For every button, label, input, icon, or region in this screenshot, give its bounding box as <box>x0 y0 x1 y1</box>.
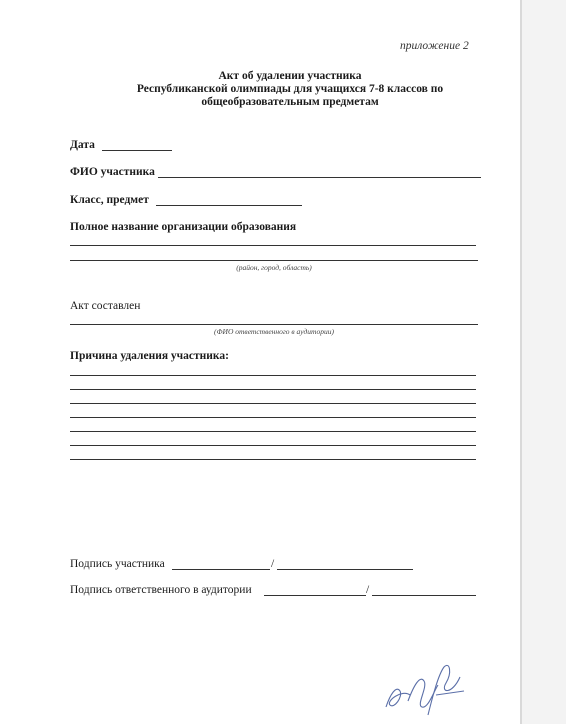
reason-line-2[interactable] <box>70 389 476 390</box>
title-line-1: Акт об удалении участника <box>218 70 362 82</box>
date-field[interactable] <box>102 150 172 151</box>
participant-name-decoding-field[interactable] <box>277 569 413 570</box>
responsible-signature-separator: / <box>366 584 370 596</box>
participant-name-label: ФИО участника <box>70 166 155 178</box>
participant-signature-field[interactable] <box>172 569 270 570</box>
reason-line-1[interactable] <box>70 375 476 376</box>
date-label: Дата <box>70 139 95 151</box>
responsible-signature-field[interactable] <box>264 595 366 596</box>
reason-line-3[interactable] <box>70 403 476 404</box>
responsible-hint: (ФИО ответственного в аудитории) <box>214 327 334 336</box>
title-line-3: общеобразовательным предметам <box>201 96 379 108</box>
class-subject-field[interactable] <box>156 205 302 206</box>
responsible-name-decoding-field[interactable] <box>372 595 476 596</box>
document-title <box>60 70 520 109</box>
act-compiled-label: Акт составлен <box>70 300 141 312</box>
participant-name-field[interactable] <box>158 177 481 178</box>
organization-field-2[interactable] <box>70 260 478 261</box>
handwritten-signature-mark <box>380 655 470 721</box>
class-subject-label: Класс, предмет <box>70 194 149 206</box>
title-line-2: Республиканской олимпиады для учащихся 7-8 классов по <box>136 83 444 95</box>
responsible-signature-label: Подпись ответственного в аудитории <box>70 584 252 596</box>
organization-hint: (район, город, область) <box>236 263 312 272</box>
reason-line-7[interactable] <box>70 459 476 460</box>
reason-line-4[interactable] <box>70 417 476 418</box>
participant-signature-label: Подпись участника <box>70 558 165 570</box>
reason-line-6[interactable] <box>70 445 476 446</box>
reason-label: Причина удаления участника: <box>70 350 229 362</box>
organization-label: Полное название организации образования <box>70 221 297 233</box>
reason-line-5[interactable] <box>70 431 476 432</box>
viewer-background <box>522 0 566 724</box>
organization-field-1[interactable] <box>70 245 476 246</box>
responsible-name-field[interactable] <box>70 324 478 325</box>
participant-signature-separator: / <box>271 558 275 570</box>
appendix-label: приложение 2 <box>400 40 469 52</box>
